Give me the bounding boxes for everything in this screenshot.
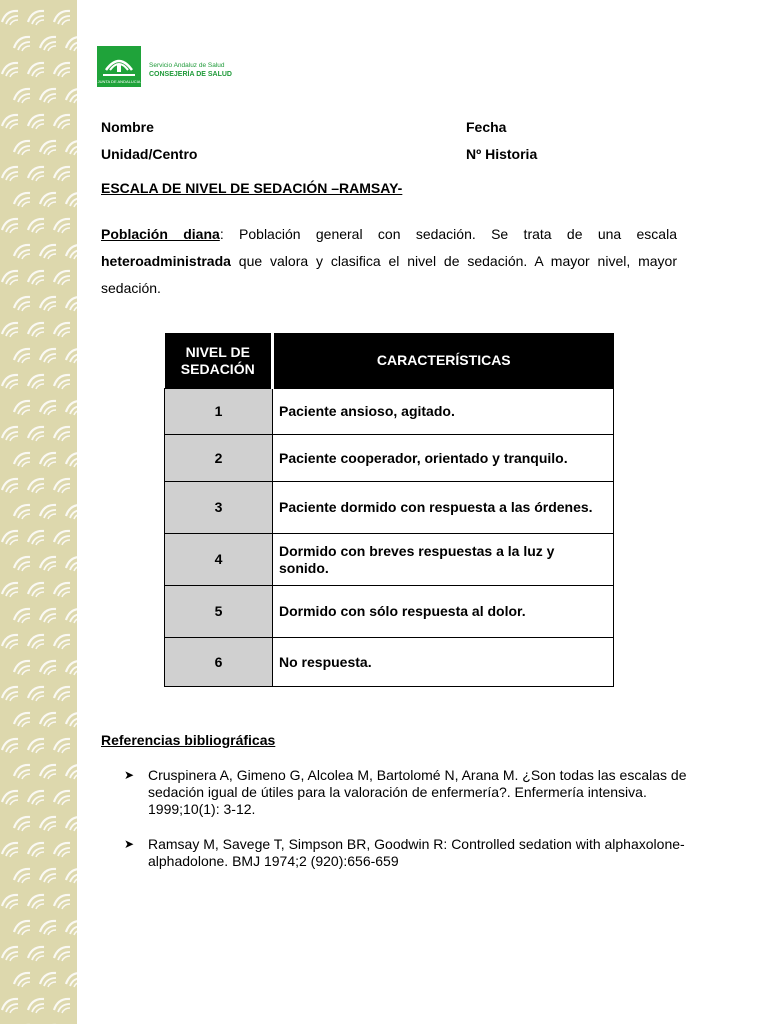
wave-mark xyxy=(40,505,56,519)
field-historia: Nº Historia xyxy=(466,146,538,162)
junta-logo-box xyxy=(97,46,141,87)
intro-text1: : Población general con sedación. Se trata de una escala xyxy=(219,226,677,242)
wave-mark xyxy=(28,479,44,493)
wave-mark xyxy=(14,401,30,415)
wave-mark xyxy=(66,661,77,675)
wave-mark xyxy=(2,375,18,389)
wave-mark xyxy=(40,37,56,51)
wave-mark xyxy=(2,843,18,857)
wave-mark xyxy=(40,297,56,311)
wave-mark xyxy=(28,687,44,701)
wave-mark xyxy=(28,271,44,285)
wave-mark xyxy=(40,193,56,207)
wave-mark xyxy=(2,583,18,597)
wave-mark xyxy=(28,11,44,25)
header-level: NIVEL DE SEDACIÓN xyxy=(165,333,273,389)
description-cell: Paciente cooperador, orientado y tranquilo. xyxy=(273,435,614,482)
wave-mark xyxy=(40,817,56,831)
wave-mark xyxy=(14,765,30,779)
wave-mark xyxy=(54,843,70,857)
field-nombre: Nombre xyxy=(101,119,154,135)
table-row xyxy=(165,435,614,482)
wave-mark xyxy=(28,791,44,805)
wave-mark xyxy=(2,427,18,441)
wave-mark xyxy=(2,11,18,25)
wave-mark xyxy=(2,479,18,493)
wave-mark xyxy=(14,557,30,571)
logo-box-text: JUNTA DE ANDALUCIA xyxy=(97,79,141,84)
wave-mark xyxy=(2,687,18,701)
level-cell: 3 xyxy=(165,482,273,534)
level-cell: 6 xyxy=(165,638,273,687)
wave-mark xyxy=(66,89,77,103)
wave-mark xyxy=(28,115,44,129)
wave-mark xyxy=(54,427,70,441)
wave-mark xyxy=(2,323,18,337)
scale-title: ESCALA DE NIVEL DE SEDACIÓN –RAMSAY- xyxy=(101,180,403,196)
reference-text: Cruspinera A, Gimeno G, Alcolea M, Bartolomé N, Arana M. ¿Son todas las escalas de sedación igual de útiles para la valoración de enfermería?. Enfermería intensiva. 1999;10(1): 3-12. xyxy=(148,767,687,817)
wave-mark xyxy=(40,921,56,935)
wave-mark xyxy=(66,505,77,519)
wave-mark xyxy=(28,219,44,233)
intro-text2: que valora y clasifica el nivel de sedación. A mayor nivel, mayor sedación. xyxy=(101,253,677,296)
wave-mark xyxy=(66,765,77,779)
wave-mark xyxy=(40,401,56,415)
wave-mark xyxy=(40,453,56,467)
table-row xyxy=(165,482,614,534)
intro-bold: heteroadministrada xyxy=(101,253,231,269)
wave-mark xyxy=(14,193,30,207)
wave-mark xyxy=(2,63,18,77)
wave-mark xyxy=(54,687,70,701)
wave-mark xyxy=(66,245,77,259)
wave-mark xyxy=(14,297,30,311)
wave-mark xyxy=(66,193,77,207)
table-header-row xyxy=(165,333,614,389)
wave-mark xyxy=(40,869,56,883)
decorative-side-strip xyxy=(0,0,77,1024)
wave-mark xyxy=(2,167,18,181)
table-row xyxy=(165,534,614,586)
arrow-bullet-icon: ➤ xyxy=(124,837,135,851)
description-cell: Paciente dormido con respuesta a las órdenes. xyxy=(273,482,614,534)
wave-mark xyxy=(14,869,30,883)
wave-mark xyxy=(54,479,70,493)
level-cell: 5 xyxy=(165,586,273,638)
wave-mark xyxy=(14,921,30,935)
level-cell: 2 xyxy=(165,435,273,482)
description-cell: Dormido con sólo respuesta al dolor. xyxy=(273,586,614,638)
wave-mark xyxy=(28,427,44,441)
wave-mark xyxy=(2,531,18,545)
wave-pattern xyxy=(0,0,77,1024)
wave-mark xyxy=(28,635,44,649)
wave-mark xyxy=(2,999,18,1013)
header-characteristics: CARACTERÍSTICAS xyxy=(273,333,614,389)
logo xyxy=(97,46,247,88)
wave-mark xyxy=(28,843,44,857)
wave-mark xyxy=(66,401,77,415)
wave-mark xyxy=(66,141,77,155)
wave-mark xyxy=(40,349,56,363)
wave-mark xyxy=(66,921,77,935)
wave-mark xyxy=(2,115,18,129)
wave-mark xyxy=(66,37,77,51)
references-title: Referencias bibliográficas xyxy=(101,732,276,748)
wave-mark xyxy=(54,11,70,25)
wave-mark xyxy=(28,739,44,753)
description-cell: Paciente ansioso, agitado. xyxy=(273,389,614,435)
wave-mark xyxy=(2,739,18,753)
description-cell: No respuesta. xyxy=(273,638,614,687)
wave-mark xyxy=(66,349,77,363)
wave-mark xyxy=(54,791,70,805)
wave-mark xyxy=(66,713,77,727)
wave-mark xyxy=(40,557,56,571)
wave-mark xyxy=(66,869,77,883)
wave-mark xyxy=(14,713,30,727)
wave-mark xyxy=(14,89,30,103)
wave-mark xyxy=(66,557,77,571)
logo-emblem-icon xyxy=(97,46,141,87)
wave-mark xyxy=(14,37,30,51)
wave-mark xyxy=(14,973,30,987)
wave-mark xyxy=(28,947,44,961)
wave-mark xyxy=(14,349,30,363)
wave-mark xyxy=(28,583,44,597)
wave-mark xyxy=(54,947,70,961)
wave-mark xyxy=(14,661,30,675)
wave-mark xyxy=(40,609,56,623)
wave-mark xyxy=(14,817,30,831)
wave-mark xyxy=(66,453,77,467)
intro-label: Población diana xyxy=(101,226,220,242)
wave-mark xyxy=(28,531,44,545)
level-cell: 1 xyxy=(165,389,273,435)
wave-mark xyxy=(66,973,77,987)
field-unidad: Unidad/Centro xyxy=(101,146,198,162)
level-cell: 4 xyxy=(165,534,273,586)
description-cell: Dormido con breves respuestas a la luz y sonido. xyxy=(273,534,614,586)
logo-line1: Servicio Andaluz de Salud xyxy=(149,62,225,69)
wave-mark xyxy=(54,739,70,753)
wave-mark xyxy=(54,167,70,181)
wave-mark xyxy=(66,817,77,831)
wave-mark xyxy=(14,453,30,467)
wave-mark xyxy=(14,141,30,155)
wave-mark xyxy=(40,141,56,155)
wave-mark xyxy=(14,505,30,519)
wave-mark xyxy=(40,973,56,987)
wave-mark xyxy=(54,219,70,233)
wave-mark xyxy=(54,115,70,129)
wave-mark xyxy=(40,89,56,103)
wave-mark xyxy=(54,63,70,77)
wave-mark xyxy=(40,713,56,727)
wave-mark xyxy=(2,635,18,649)
wave-mark xyxy=(40,661,56,675)
wave-mark xyxy=(40,765,56,779)
ramsay-scale-table xyxy=(164,333,614,687)
wave-mark xyxy=(54,895,70,909)
field-fecha: Fecha xyxy=(466,119,507,135)
reference-text: Ramsay M, Savege T, Simpson BR, Goodwin R: Controlled sedation with alphaxolone-alphadolone. BMJ 1974;2 (920):656-659 xyxy=(148,836,685,869)
wave-mark xyxy=(54,583,70,597)
wave-mark xyxy=(54,999,70,1013)
wave-mark xyxy=(54,271,70,285)
wave-mark xyxy=(2,895,18,909)
wave-mark xyxy=(28,375,44,389)
wave-mark xyxy=(54,375,70,389)
wave-mark xyxy=(2,219,18,233)
wave-mark xyxy=(66,609,77,623)
table-row xyxy=(165,586,614,638)
wave-mark xyxy=(40,245,56,259)
table-row xyxy=(165,389,614,435)
wave-mark xyxy=(66,297,77,311)
logo-line2: CONSEJERÍA DE SALUD xyxy=(149,71,232,78)
wave-mark xyxy=(28,895,44,909)
wave-mark xyxy=(28,323,44,337)
intro-paragraph xyxy=(101,221,677,302)
arrow-bullet-icon: ➤ xyxy=(124,768,135,782)
wave-mark xyxy=(2,947,18,961)
wave-mark xyxy=(28,167,44,181)
wave-mark xyxy=(54,323,70,337)
wave-mark xyxy=(2,271,18,285)
wave-mark xyxy=(14,609,30,623)
table-row xyxy=(165,638,614,687)
wave-mark xyxy=(28,63,44,77)
wave-mark xyxy=(54,635,70,649)
wave-mark xyxy=(28,999,44,1013)
wave-mark xyxy=(2,791,18,805)
wave-mark xyxy=(54,531,70,545)
wave-mark xyxy=(14,245,30,259)
